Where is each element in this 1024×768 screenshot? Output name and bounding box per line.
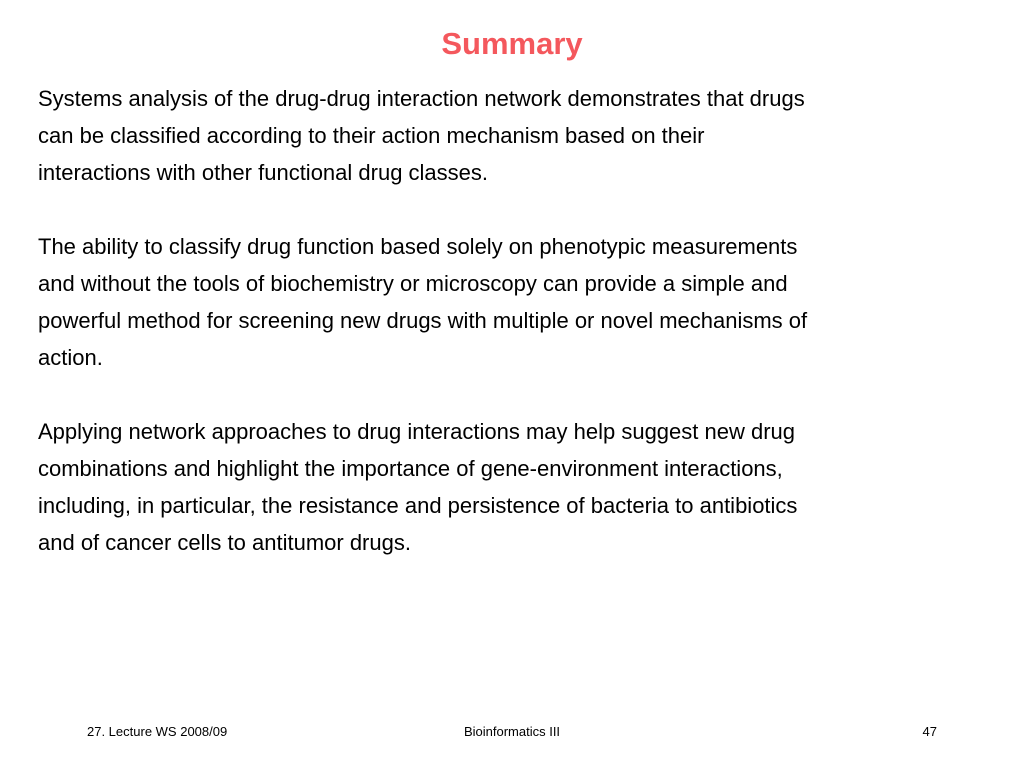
slide-title: Summary <box>441 26 583 61</box>
paragraph-line: combinations and highlight the importance of gene-environment interactions, <box>38 456 783 481</box>
paragraph-line: interactions with other functional drug classes. <box>38 160 489 185</box>
paragraph-line: and without the tools of biochemistry or microscopy can provide a simple and <box>38 271 788 296</box>
paragraph-line: including, in particular, the resistance and persistence of bacteria to antibiotics <box>38 493 798 518</box>
paragraph-line: powerful method for screening new drugs with multiple or novel mechanisms of <box>38 308 808 333</box>
summary-paragraph-2 <box>38 228 986 376</box>
paragraph-line: The ability to classify drug function based solely on phenotypic measurements <box>38 234 798 259</box>
paragraph-line: action. <box>38 345 103 370</box>
paragraph-line: can be classified according to their action mechanism based on their <box>38 123 705 148</box>
slide-footer <box>0 722 1024 742</box>
paragraph-line: and of cancer cells to antitumor drugs. <box>38 530 411 555</box>
footer-course-title: Bioinformatics III <box>463 724 561 739</box>
summary-paragraph-3 <box>38 413 986 561</box>
footer-lecture-info: 27. Lecture WS 2008/09 <box>87 724 228 739</box>
footer-page-number: 47 <box>922 724 937 739</box>
slide-body <box>38 80 986 598</box>
paragraph-line: Applying network approaches to drug interactions may help suggest new drug <box>38 419 796 444</box>
summary-paragraph-1 <box>38 80 986 191</box>
paragraph-line: Systems analysis of the drug-drug interaction network demonstrates that drugs <box>38 86 805 111</box>
